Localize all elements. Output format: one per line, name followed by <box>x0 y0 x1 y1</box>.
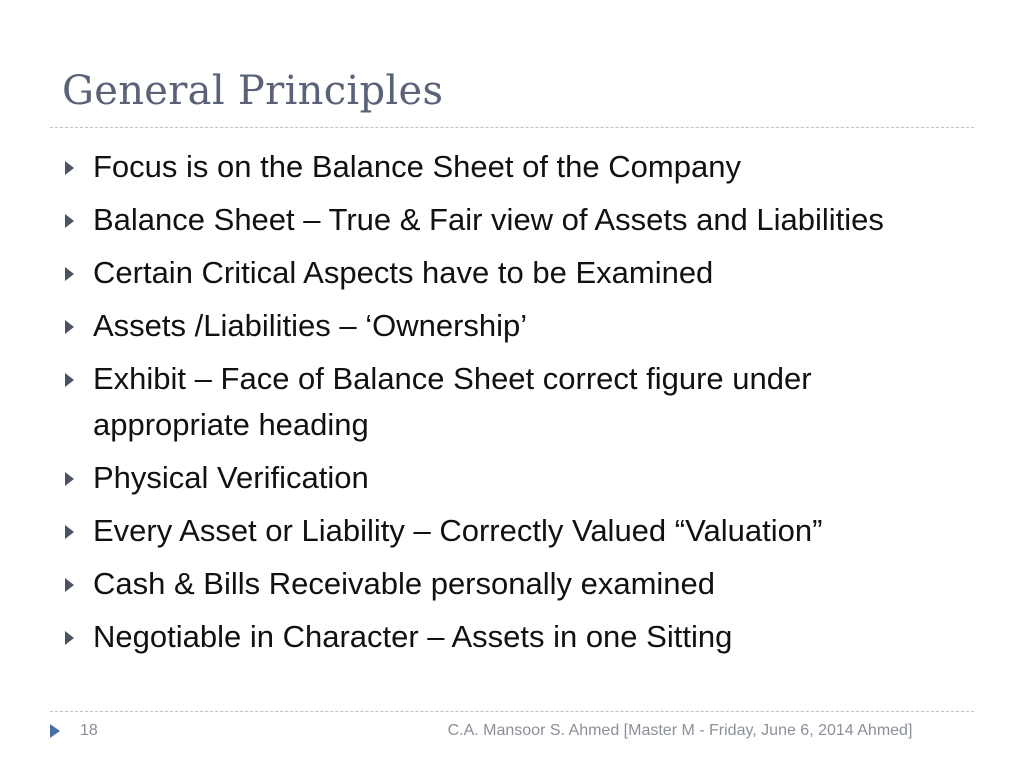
bullet-item <box>60 561 965 607</box>
bullet-list <box>60 144 965 667</box>
footer-text: C.A. Mansoor S. Ahmed [Master M - Friday, June 6, 2014 Ahmed] <box>447 722 913 739</box>
slide-title: General Principles <box>62 68 444 114</box>
triangle-bullet-icon <box>65 267 74 281</box>
title-divider <box>50 127 974 128</box>
page-number: 18 <box>80 722 98 739</box>
bullet-text: Every Asset or Liability – Correctly Valued “Valuation” <box>93 513 823 548</box>
triangle-bullet-icon <box>65 578 74 592</box>
triangle-bullet-icon <box>65 161 74 175</box>
bullet-text: Balance Sheet – True & Fair view of Assets and Liabilities <box>93 202 884 237</box>
bullet-text: Exhibit – Face of Balance Sheet correct figure under appropriate heading <box>93 361 812 442</box>
bullet-text: Focus is on the Balance Sheet of the Company <box>93 149 741 184</box>
bullet-text: Physical Verification <box>93 460 369 495</box>
triangle-bullet-icon <box>65 631 74 645</box>
bullet-item <box>60 614 965 660</box>
triangle-bullet-icon <box>65 472 74 486</box>
triangle-arrow-icon <box>50 724 60 738</box>
triangle-bullet-icon <box>65 373 74 387</box>
triangle-bullet-icon <box>65 214 74 228</box>
bullet-text: Negotiable in Character – Assets in one Sitting <box>93 619 733 654</box>
bullet-item <box>60 197 965 243</box>
footer-divider <box>50 711 974 712</box>
bullet-item <box>60 455 965 501</box>
bullet-item <box>60 144 965 190</box>
bullet-text: Assets /Liabilities – ‘Ownership’ <box>93 308 528 343</box>
triangle-bullet-icon <box>65 525 74 539</box>
bullet-text: Certain Critical Aspects have to be Examined <box>93 255 714 290</box>
bullet-item <box>60 250 965 296</box>
bullet-item <box>60 303 965 349</box>
bullet-item <box>60 508 965 554</box>
triangle-bullet-icon <box>65 320 74 334</box>
bullet-text: Cash & Bills Receivable personally examined <box>93 566 716 601</box>
bullet-item <box>60 356 965 448</box>
